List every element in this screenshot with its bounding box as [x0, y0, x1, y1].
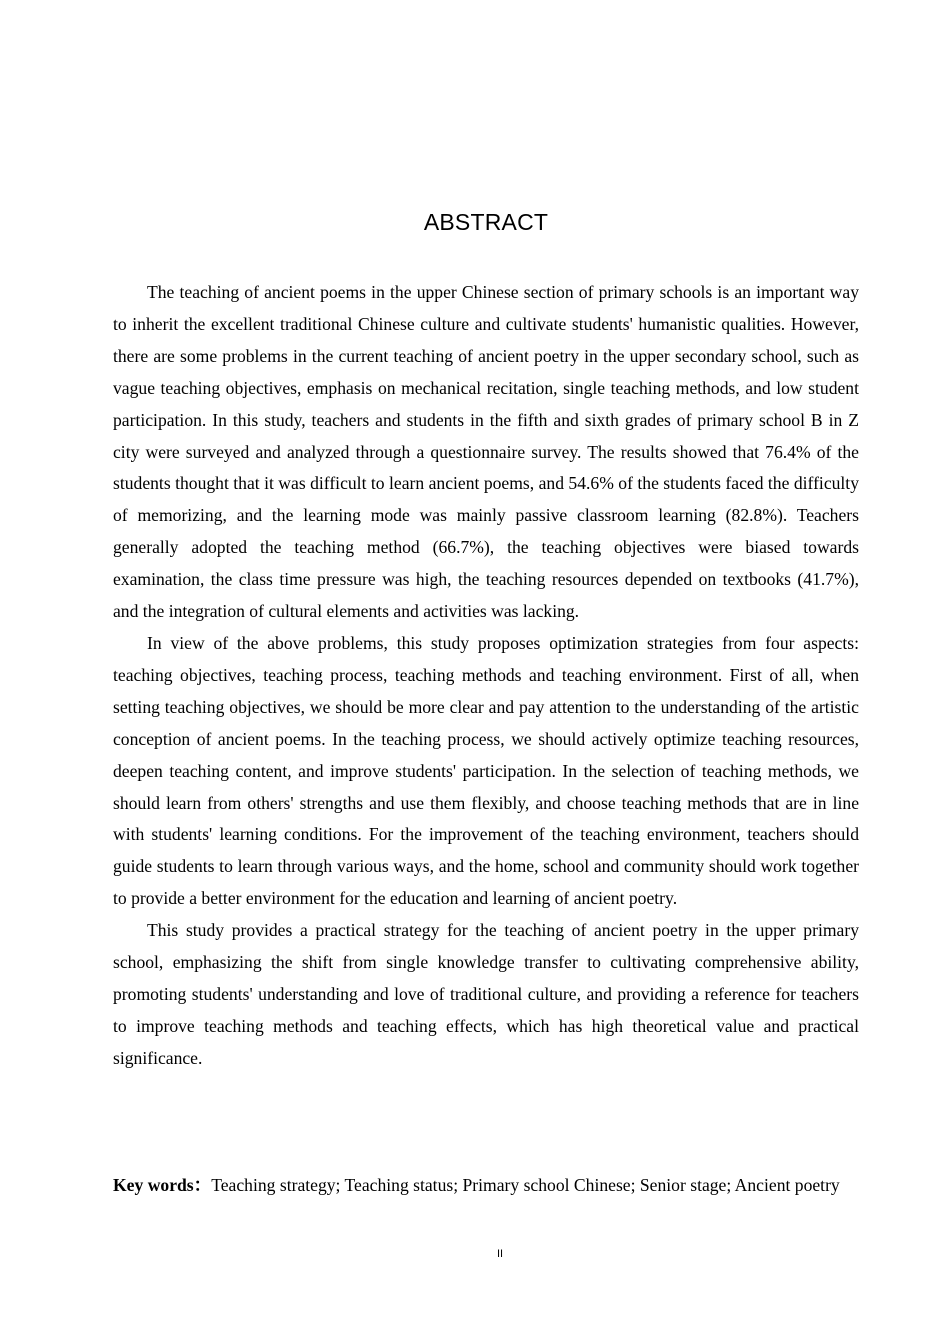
abstract-paragraph-3: This study provides a practical strategy for the teaching of ancient poetry in the upper primary school, emphasizing the shift from single knowledge transfer to cultivating comprehensive ability, promoting students' understanding and love of traditional culture, and providing a reference for teachers to improve teaching methods and teaching effects, which has high theoretical value and practical significance. — [113, 920, 859, 1068]
abstract-title: ABSTRACT — [423, 209, 549, 235]
abstract-paragraph-1: The teaching of ancient poems in the upper Chinese section of primary schools is an important way to inherit the excellent traditional Chinese culture and cultivate students' humanistic qualities. However, there are some problems in the current teaching of ancient poetry in the upper secondary school, such as vague teaching objectives, emphasis on mechanical recitation, single teaching methods, and low student participation. In this study, teachers and students in the fifth and sixth grades of primary school B in Z city were surveyed and analyzed through a questionnaire survey. The results showed that 76.4% of the students thought that it was difficult to learn ancient poems, and 54.6% of the students faced the difficulty of memorizing, and the learning mode was mainly passive classroom learning (82.8%). Teachers generally adopted the teaching method (66.7%), the teaching objectives were biased towards examination, the class time pressure was high, the teaching resources depended on textbooks (41.7%), and the integration of cultural elements and activities was lacking. — [113, 282, 859, 622]
keywords-label: Key words： — [113, 1175, 212, 1195]
keywords-text: Teaching strategy; Teaching status; Primary school Chinese; Senior stage; Ancient poetry — [211, 1175, 840, 1195]
keywords-line — [113, 1170, 859, 1202]
abstract-paragraph-2: In view of the above problems, this study proposes optimization strategies from four aspects: teaching objectives, teaching process, teaching methods and teaching environment. First of all, when setting teaching objectives, we should be more clear and pay attention to the understanding of the artistic conception of ancient poems. In the teaching process, we should actively optimize teaching resources, deepen teaching content, and improve students' participation. In the selection of teaching methods, we should learn from others' strengths and use them flexibly, and choose teaching methods that are in line with students' learning conditions. For the improvement of the teaching environment, teachers should guide students to learn through various ways, and the home, school and community should work together to provide a better environment for the education and learning of ancient poetry. — [113, 632, 859, 909]
page-number: II — [496, 1248, 504, 1260]
abstract-body — [113, 277, 859, 1075]
